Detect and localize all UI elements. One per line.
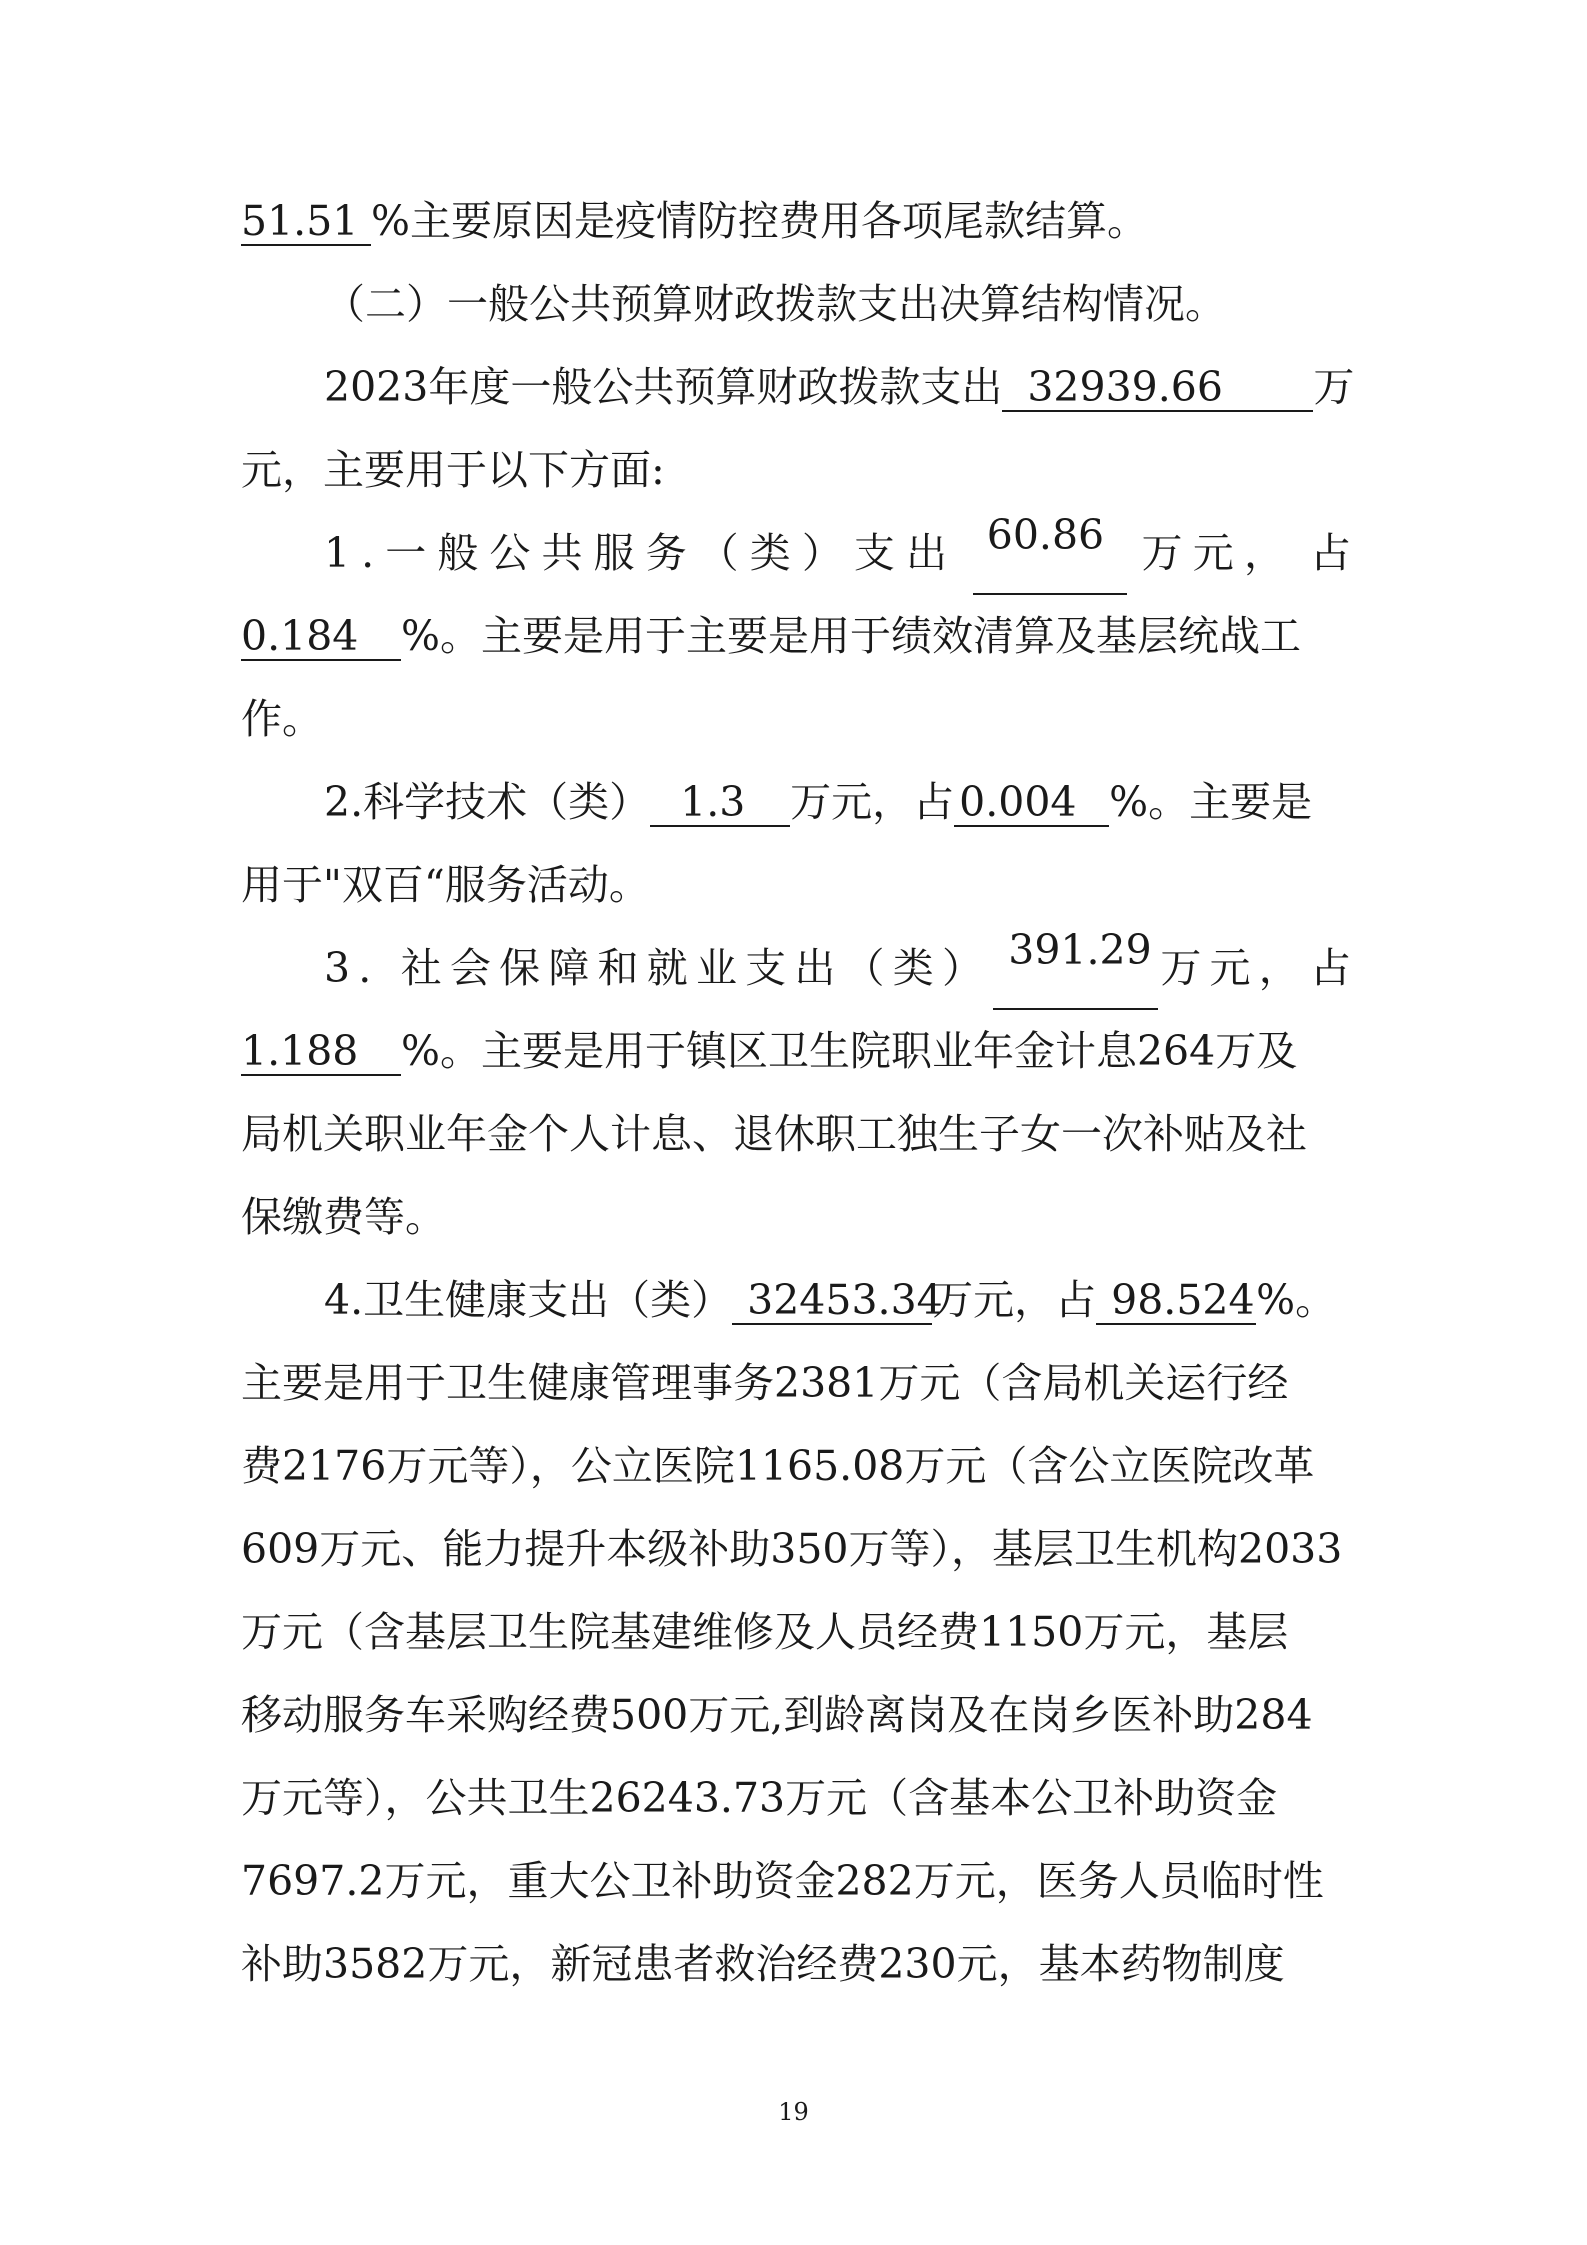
item2-pct-blank: 0.004 bbox=[954, 779, 1109, 827]
item2-amount-blank: 1.3 bbox=[650, 779, 790, 827]
item4-label: 4.卫生健康支出（类） bbox=[324, 1276, 733, 1324]
item3-label: 3. 社会保障和就业支出（类） bbox=[324, 944, 992, 992]
item4-detail-line: 万元（含基层卫生院基建维修及人员经费1150万元，基层 bbox=[241, 1608, 1289, 1656]
item1-unit: 万元， bbox=[1141, 529, 1296, 577]
section-heading: （二）一般公共预算财政拨款支出决算结构情况。 bbox=[324, 280, 1226, 328]
item1-zhan: 占 bbox=[1309, 529, 1351, 577]
item2-unit: 万元，占 bbox=[790, 778, 955, 826]
item1-label: 1.一般公共服务（类）支出 bbox=[324, 529, 959, 577]
intro-text: 2023年度一般公共预算财政拨款支出 bbox=[324, 363, 1003, 411]
item3-line-3: 局机关职业年金个人计息、退休职工独生子女一次补贴及社 bbox=[241, 1110, 1307, 1158]
item4-line-1 bbox=[241, 1259, 1351, 1342]
item4-pct-sign: %。 bbox=[1256, 1276, 1337, 1324]
item1-amount-blank: 60.86 bbox=[973, 512, 1127, 595]
intro-line-2: 元，主要用于以下方面: bbox=[241, 446, 665, 494]
item2-line-1 bbox=[241, 761, 1351, 844]
item1-line-2 bbox=[241, 595, 1351, 678]
item3-line-1 bbox=[241, 927, 1351, 1010]
item3-unit: 万元， bbox=[1160, 944, 1308, 992]
item3-amount-blank: 391.29 bbox=[993, 927, 1158, 1010]
item2-line-2: 用于"双百“服务活动。 bbox=[241, 861, 650, 909]
item4-detail-line: 补助3582万元，新冠患者救治经费230元，基本药物制度 bbox=[241, 1940, 1285, 1988]
item3-zhan: 占 bbox=[1310, 944, 1351, 992]
item4-detail-line: 移动服务车采购经费500万元,到龄离岗及在岗乡医补助284 bbox=[241, 1691, 1313, 1739]
total-amount-blank: 32939.66 bbox=[1002, 364, 1313, 412]
item3-line-4: 保缴费等。 bbox=[241, 1193, 446, 1241]
item4-amount-blank: 32453.34 bbox=[732, 1277, 932, 1325]
item1-pct-blank: 0.184 bbox=[241, 613, 401, 661]
document-body bbox=[241, 180, 1355, 2006]
item3-pct-blank: 1.188 bbox=[241, 1028, 401, 1076]
item1-line-1 bbox=[241, 512, 1351, 595]
intro-line-1 bbox=[241, 346, 1355, 429]
item3-text: %。主要是用于镇区卫生院职业年金计息264万及 bbox=[401, 1027, 1298, 1075]
item4-detail-line: 609万元、能力提升本级补助350万等），基层卫生机构2033 bbox=[241, 1525, 1343, 1573]
item1-text: %。主要是用于主要是用于绩效清算及基层统战工 bbox=[401, 612, 1301, 660]
item4-detail-line: 万元等），公共卫生26243.73万元（含基本公卫补助资金 bbox=[241, 1774, 1278, 1822]
item3-line-2 bbox=[241, 1010, 1351, 1093]
intro-unit: 万 bbox=[1313, 363, 1355, 411]
item2-label: 2.科学技术（类） bbox=[324, 778, 651, 826]
prev-paragraph-line bbox=[241, 180, 1351, 263]
item4-detail-line: 主要是用于卫生健康管理事务2381万元（含局机关运行经 bbox=[241, 1359, 1289, 1407]
item4-pct-blank: 98.524 bbox=[1096, 1277, 1256, 1325]
prev-pct-blank: 51.51 bbox=[241, 198, 371, 246]
item4-unit: 万元，占 bbox=[932, 1276, 1097, 1324]
page-number: 19 bbox=[778, 2098, 809, 2126]
item2-text: %。主要是 bbox=[1109, 778, 1313, 826]
item4-detail-line: 7697.2万元，重大公卫补助资金282万元，医务人员临时性 bbox=[241, 1857, 1324, 1905]
item1-line-3: 作。 bbox=[241, 695, 323, 743]
item4-detail-line: 费2176万元等），公立医院1165.08万元（含公立医院改革 bbox=[241, 1442, 1315, 1490]
prev-paragraph-text: %主要原因是疫情防控费用各项尾款结算。 bbox=[371, 197, 1148, 245]
